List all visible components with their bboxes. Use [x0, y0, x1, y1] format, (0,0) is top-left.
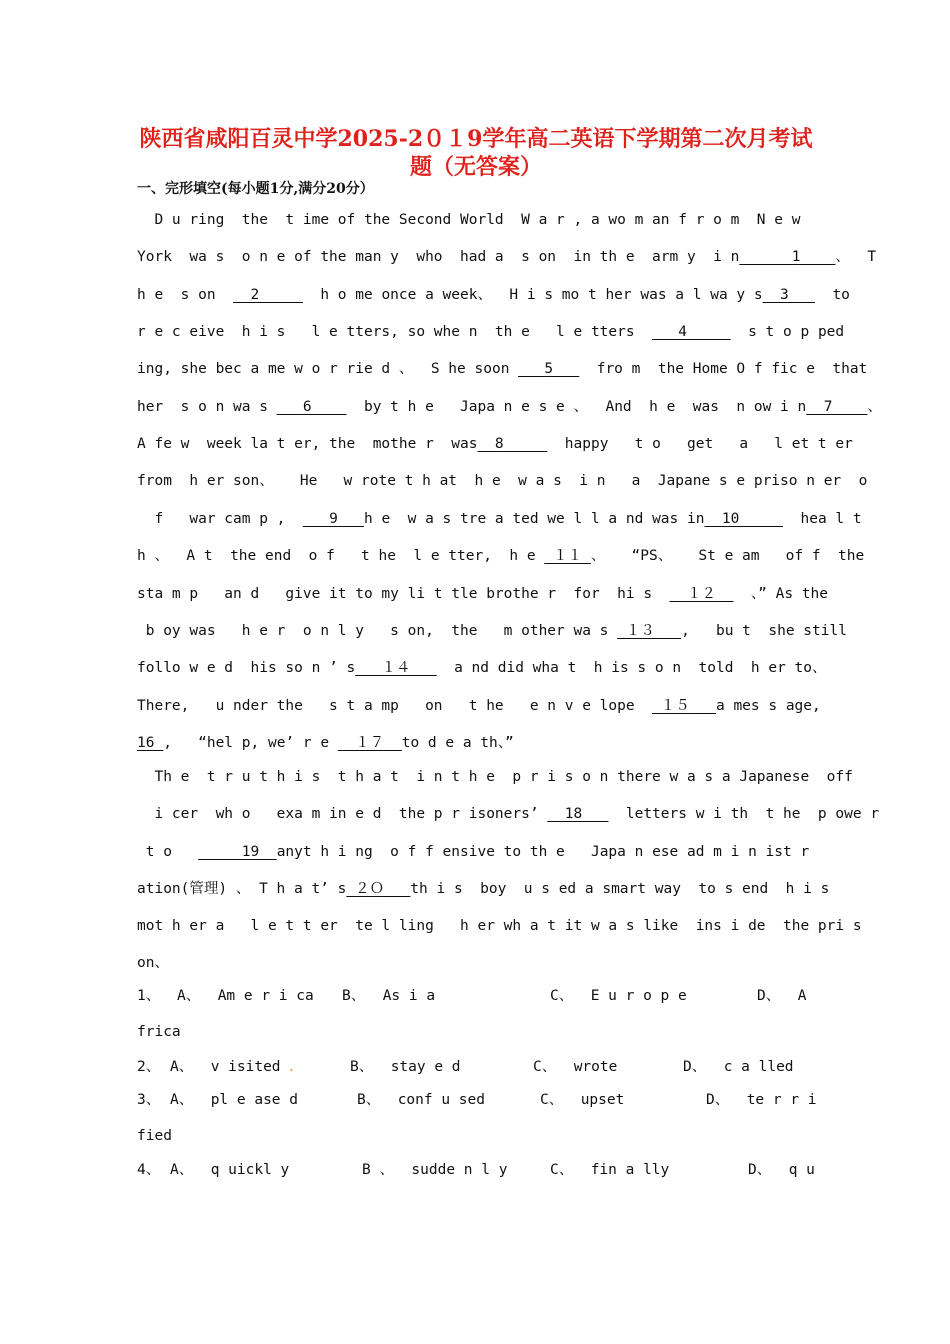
blank-gap: ___9___: [302, 511, 364, 527]
passage-line: [137, 434, 853, 454]
passage-text: 、: [867, 399, 882, 415]
blank-gap: ______1____: [739, 249, 836, 265]
passage-text: on、: [137, 955, 169, 971]
blank-gap: __１２__: [669, 586, 734, 602]
blank-gap: ___6____: [276, 399, 347, 415]
passage-line: [137, 247, 877, 267]
passage-line: [137, 916, 862, 936]
passage-line: [137, 842, 813, 862]
passage-line: [137, 879, 830, 899]
passage-text: f war cam p ,: [137, 511, 303, 527]
blank-gap: __18___: [547, 806, 609, 822]
passage-text: , “hel p, we’ r e: [163, 735, 338, 751]
passage-text: a nd did wha t h is s o n told h er to、: [436, 660, 827, 676]
passage-line: [137, 804, 880, 824]
passage-line: [137, 285, 850, 305]
passage-text: letters w i th t he p owe r: [608, 806, 880, 822]
option-a: A、 v isited: [170, 1059, 281, 1075]
passage-text: t o: [137, 844, 199, 860]
blank-gap: 16_: [137, 735, 164, 751]
passage-line: [137, 733, 813, 753]
option-c: C、 E u r o p e: [550, 988, 687, 1004]
blank-gap: ___１４___: [355, 660, 437, 676]
passage-text: her s o n wa s: [137, 399, 277, 415]
option-b: B 、 sudde n l y: [362, 1162, 508, 1178]
passage-text: hea l t: [783, 511, 862, 527]
passage-text: a mes s age,: [715, 698, 821, 714]
passage-line: [137, 210, 813, 230]
passage-text: i cer wh o exa m in e d the p r isoners’: [137, 806, 548, 822]
passage-text: Th e t r u t h i s t h a t i n t h e p r i s o n there w a s a Japanese off: [137, 769, 853, 785]
passage-text: , bu t she still: [681, 623, 847, 639]
document-title-line1: 陕西省咸阳百灵中学2025-2０１9学年高二英语下学期第二次月考试: [139, 126, 813, 152]
blank-gap: ___4_____: [652, 324, 731, 340]
passage-text: to d e a th、”: [401, 735, 514, 751]
option-b: B、 conf u sed: [357, 1092, 485, 1108]
passage-text: 、 T: [835, 249, 877, 265]
option-b: B、 As i a: [342, 988, 436, 1004]
option-a: A、 q uickl y: [170, 1162, 290, 1178]
passage-line: [137, 359, 868, 379]
passage-text: anyt h i ng o f f ensive to th e Japa n ese ad m i n ist r: [276, 844, 810, 860]
passage-text: D u ring the t ime of the Second World W a r , a wo m an f r o m N e w: [137, 212, 801, 228]
blank-gap: __10_____: [704, 511, 784, 527]
blank-gap: _２Ｏ___: [346, 881, 411, 897]
blank-gap: __7____: [806, 399, 868, 415]
option-a: A、 Am e r i ca: [177, 988, 314, 1004]
passage-text: h o me once a week、 H i s mo t her was a l wa y s: [302, 287, 763, 303]
blank-gap: __8_____: [477, 436, 548, 452]
passage-text: There, u nder the s t a mp on t he e n v e lope: [137, 698, 653, 714]
passage-text: r e c eive h i s l e tters, so whe n th e l e tters: [137, 324, 653, 340]
option-d: D、 A: [757, 988, 807, 1004]
blank-gap: _１５___: [652, 698, 716, 714]
passage-text: s t o p ped: [730, 324, 845, 340]
passage-text: mot h er a l e t t er te l ling h er wh a t it w a s like ins i de the pri s: [137, 918, 862, 934]
passage-text: to: [814, 287, 850, 303]
option-d: D、 c a lled: [683, 1059, 794, 1075]
passage-text: 、” As the: [733, 586, 828, 602]
passage-text: York wa s o n e of the man y who had a s on in th e arm y i n: [137, 249, 740, 265]
stray-mark: .: [287, 1059, 296, 1075]
option-d: D、 te r r i: [706, 1092, 817, 1108]
passage-line: [137, 696, 821, 716]
blank-gap: __3___: [762, 287, 815, 303]
passage-text: sta m p an d give it to my li t tle brothe r for hi s: [137, 586, 670, 602]
question-number: 3、: [137, 1092, 161, 1108]
passage-line: [137, 953, 813, 973]
passage-line: [137, 584, 828, 604]
passage-line: [137, 767, 853, 787]
option-a: A、 pl e ase d: [170, 1092, 298, 1108]
option-b: B、 stay e d: [350, 1059, 461, 1075]
blank-gap: __2_____: [233, 287, 303, 303]
section-heading: 一、完形填空(每小题1分,满分20分）: [137, 181, 374, 197]
passage-text: A fe w week la t er, the mothe r was: [137, 436, 478, 452]
passage-text: ing, she bec a me w o r rie d 、 S he soon: [137, 361, 519, 377]
passage-text: 、 “PS、 St e am of f the: [590, 548, 865, 564]
passage-text: th i s boy u s ed a smart way to s end h i s: [410, 881, 830, 897]
question-number: 4、: [137, 1162, 161, 1178]
blank-gap: __１７__: [337, 735, 402, 751]
question-number: 2、: [137, 1059, 161, 1075]
option-wrap: fied: [137, 1128, 172, 1144]
question-number: 1、: [137, 988, 161, 1004]
blank-gap: _１１_: [544, 548, 591, 564]
document-title-line2: 题（无答案）: [409, 154, 542, 180]
blank-gap: _１３___: [617, 623, 682, 639]
blank-gap: _____19__: [198, 844, 277, 860]
passage-text: from h er son、 He w rote t h at h e w a s i n a Japane s e priso n er o: [137, 473, 868, 489]
passage-text: h 、 A t the end o f t he l e tter, h e: [137, 548, 545, 564]
passage-line: [137, 546, 865, 566]
option-c: C、 upset: [540, 1092, 625, 1108]
option-c: C、 fin a lly: [550, 1162, 670, 1178]
option-wrap: frica: [137, 1024, 181, 1040]
passage-line: [137, 621, 847, 641]
passage-text: happy t o get a l et t er: [547, 436, 853, 452]
passage-text: ation(管理) 、 T h a t’ s: [137, 881, 347, 897]
passage-line: [137, 471, 868, 491]
option-d: D、 q u: [748, 1162, 815, 1178]
passage-text: h e s on: [137, 287, 234, 303]
passage-line: [137, 322, 845, 342]
passage-text: h e w a s tre a ted we l l a nd was in: [363, 511, 705, 527]
passage-text: b oy was h e r o n l y s on, the m other wa s: [137, 623, 618, 639]
passage-line: [137, 509, 862, 529]
passage-text: by t h e Japa n e s e 、 And h e was n ow i n: [346, 399, 807, 415]
passage-line: [137, 397, 882, 417]
option-c: C、 wrote: [533, 1059, 618, 1075]
passage-line: [137, 658, 827, 678]
passage-text: fro m the Home O f fic e that: [579, 361, 868, 377]
passage-text: follo w e d his so n ’ s: [137, 660, 356, 676]
blank-gap: ___5___: [518, 361, 580, 377]
